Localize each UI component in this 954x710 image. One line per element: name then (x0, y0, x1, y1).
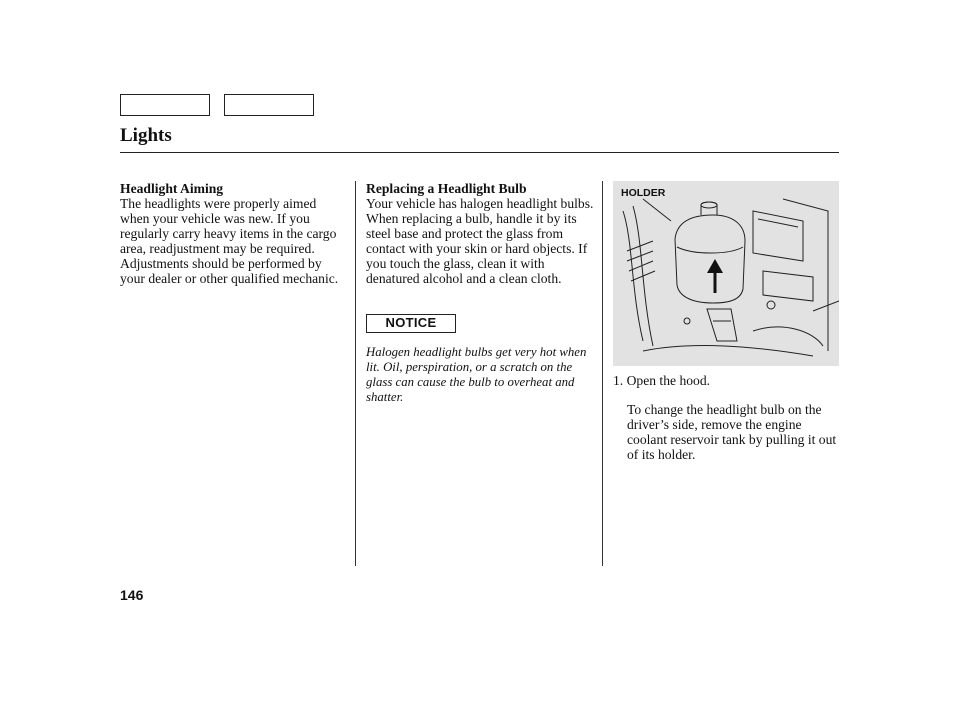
coolant-reservoir-diagram (613, 181, 839, 366)
section-body: Your vehicle has halogen headlight bulbs. When replacing a bulb, handle it by its steel base and protect the glass from contact with your skin or hard objects. If you touch the glass, clean it with denatured alcohol and a clean cloth. (366, 196, 594, 286)
engine-bay-illustration (613, 181, 839, 366)
section-heading: Replacing a Headlight Bulb (366, 181, 527, 196)
notice-text: Halogen headlight bulbs get very hot when lit. Oil, perspiration, or a scratch on the glass can cause the bulb to overheat and shatter. (366, 345, 587, 404)
column-divider-1 (355, 181, 356, 566)
section-body: The headlights were properly aimed when your vehicle was new. If you regularly carry heavy items in the cargo area, readjustment may be required. Adjustments should be performed by your dealer or other qualified mechanic. (120, 196, 339, 286)
nav-button-2[interactable] (224, 94, 314, 116)
step-open-hood: 1. Open the hood. (613, 373, 711, 388)
section-heading: Headlight Aiming (120, 181, 224, 196)
notice-badge: NOTICE (366, 314, 456, 333)
step-detail: To change the headlight bulb on the driver’s side, remove the engine coolant reservoir tank by pulling it out of its holder. (627, 402, 837, 462)
column-headlight-aiming (120, 181, 346, 286)
title-divider (120, 152, 839, 153)
nav-button-1[interactable] (120, 94, 210, 116)
column-replacing-bulb (366, 181, 594, 286)
page-number: 146 (120, 587, 144, 603)
figure-callout-holder: HOLDER (621, 187, 666, 199)
page-title: Lights (120, 125, 172, 146)
column-divider-2 (602, 181, 603, 566)
